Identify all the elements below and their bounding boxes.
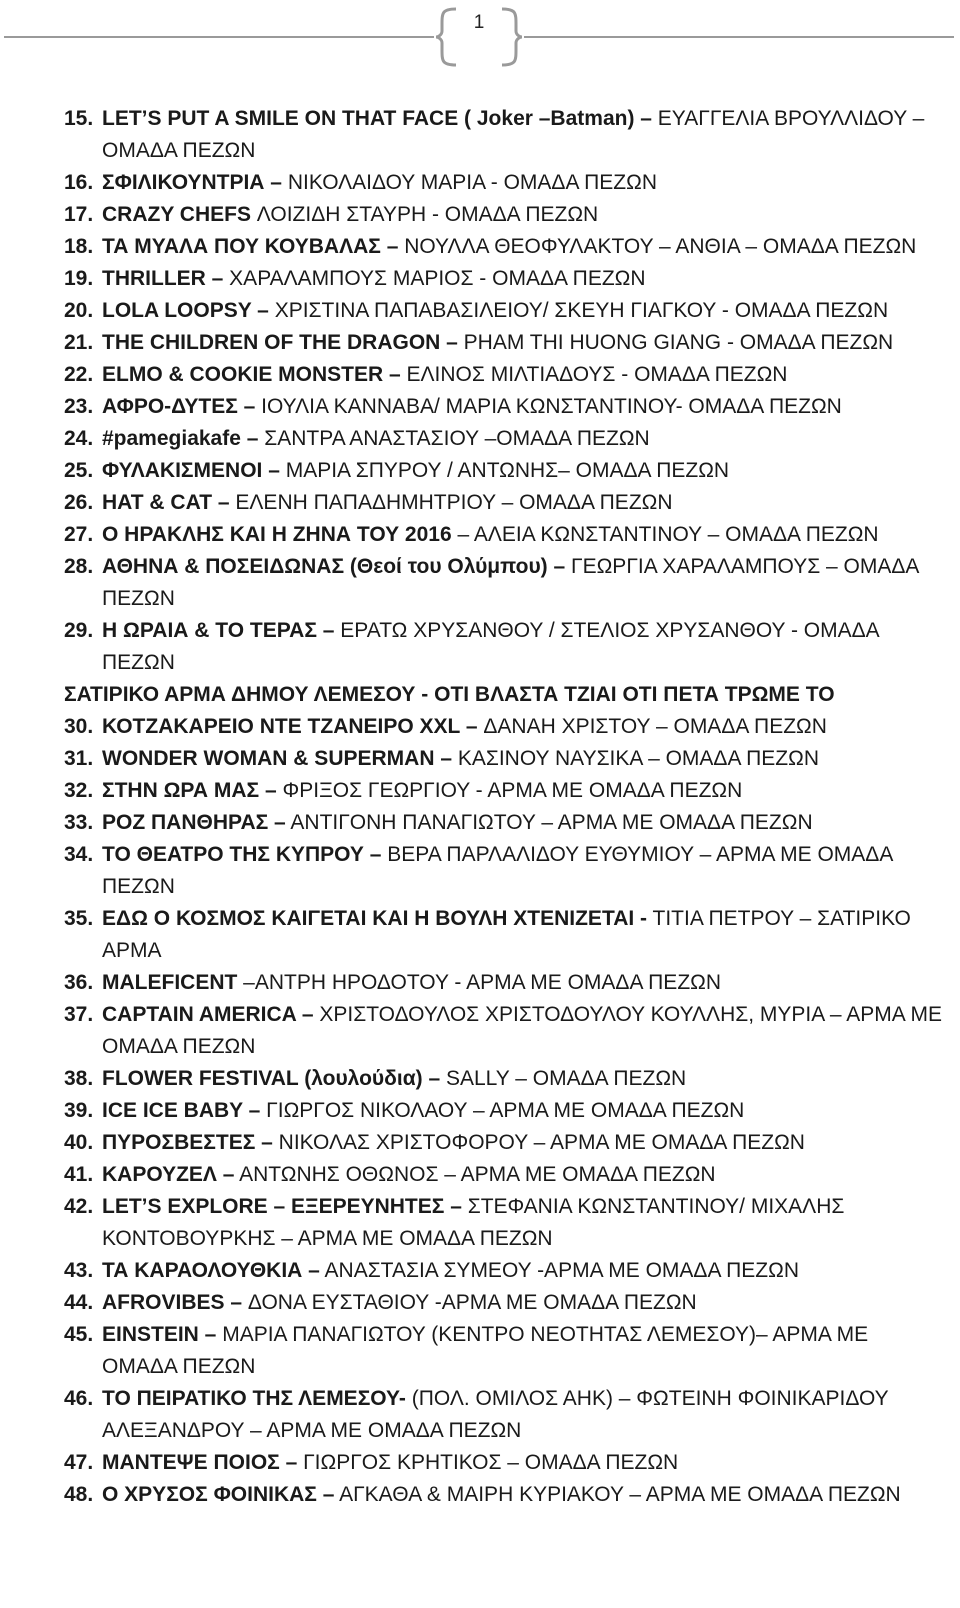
list-item — [64, 807, 944, 839]
item-number: 33. — [64, 811, 94, 834]
item-text: ΔΟΝΑ ΕΥΣΤΑΘΙΟΥ -ΑΡΜΑ ΜΕ ΟΜΑΔΑ ΠΕΖΩΝ — [242, 1291, 697, 1314]
item-title: ΦΥΛΑΚΙΣΜΕΝΟΙ – — [102, 459, 280, 482]
item-title: LOLA LOOPSY – — [102, 299, 269, 322]
item-title: THRILLER – — [102, 267, 224, 290]
item-number: 28. — [64, 555, 94, 578]
item-body — [102, 167, 944, 199]
item-body — [102, 295, 944, 327]
item-title: ΚΟΤΖΑΚΑΡΕΙΟ ΝΤΕ ΤΖΑΝΕΙΡΟ XXL – — [102, 715, 478, 738]
item-number: 41. — [64, 1163, 94, 1186]
item-text: ΔΑΝΑΗ ΧΡΙΣΤΟΥ – ΟΜΑΔΑ ΠΕΖΩΝ — [477, 715, 827, 738]
item-body — [102, 519, 944, 551]
item-title: Η ΩΡΑΙΑ & ΤΟ ΤΕΡΑΣ – — [102, 619, 335, 642]
list-item — [64, 1127, 944, 1159]
item-title: Ο ΧΡΥΣΟΣ ΦΟΙΝΙΚΑΣ – — [102, 1483, 335, 1506]
list-item — [64, 327, 944, 359]
item-body — [102, 615, 944, 679]
list-item — [64, 839, 944, 903]
item-body — [102, 487, 944, 519]
item-body — [102, 231, 944, 263]
item-body — [102, 1127, 944, 1159]
list-item — [64, 1063, 944, 1095]
item-text: ΒΕΡΑ ΠΑΡΛΑΛΙΔΟΥ ΕΥΘΥΜΙΟΥ – ΑΡΜΑ ΜΕ ΟΜΑΔΑ ΠΕΖΩΝ — [102, 843, 893, 898]
item-title: WONDER WOMAN & SUPERMAN – — [102, 747, 452, 770]
item-number: 43. — [64, 1259, 94, 1282]
item-body — [102, 1191, 944, 1255]
item-title: Ο ΗΡΑΚΛΗΣ ΚΑΙ Η ΖΗΝΑ ΤΟΥ 2016 — [102, 523, 452, 546]
item-title: ΑΦΡΟ-ΔΥΤΕΣ – — [102, 395, 256, 418]
list-item — [64, 103, 944, 167]
item-text: ΧΑΡΑΛΑΜΠΟΥΣ ΜΑΡΙΟΣ - ΟΜΑΔΑ ΠΕΖΩΝ — [223, 267, 646, 290]
item-body — [102, 103, 944, 167]
item-body — [102, 1063, 944, 1095]
item-number: 24. — [64, 427, 94, 450]
item-title: #pamegiakafe – — [102, 427, 259, 450]
list-item — [64, 455, 944, 487]
item-title: LET’S PUT A SMILE ON THAT FACE ( Joker –Batman) – — [102, 107, 652, 130]
item-body — [102, 551, 944, 615]
list-item — [64, 359, 944, 391]
item-body — [102, 423, 944, 455]
item-number: 20. — [64, 299, 94, 322]
entry-list-2 — [64, 711, 944, 1511]
list-item — [64, 775, 944, 807]
item-number: 34. — [64, 843, 94, 866]
item-body — [102, 1159, 944, 1191]
list-item — [64, 423, 944, 455]
item-number: 31. — [64, 747, 94, 770]
item-text: ΕΡΑΤΩ ΧΡΥΣΑΝΘΟΥ / ΣΤΕΛΙΟΣ ΧΡΥΣΑΝΘΟΥ - ΟΜΑΔΑ ΠΕΖΩΝ — [102, 619, 879, 674]
document-body — [64, 103, 944, 1511]
list-item — [64, 1287, 944, 1319]
item-number: 18. — [64, 235, 94, 258]
item-number: 30. — [64, 715, 94, 738]
item-text: ΤΙΤΙΑ ΠΕΤΡΟΥ – ΣΑΤΙΡΙΚΟ ΑΡΜΑ — [102, 907, 911, 962]
item-title: CRAZY CHEFS — [102, 203, 251, 226]
header-rule-left — [4, 36, 434, 38]
list-item — [64, 295, 944, 327]
item-text: ΜΑΡΙΑ ΣΠΥΡΟΥ / ΑΝΤΩΝΗΣ– ΟΜΑΔΑ ΠΕΖΩΝ — [279, 459, 730, 482]
list-item — [64, 391, 944, 423]
item-body — [102, 1287, 944, 1319]
item-number: 44. — [64, 1291, 94, 1314]
list-item — [64, 551, 944, 615]
item-number: 27. — [64, 523, 94, 546]
item-title: MALEFICENT — [102, 971, 238, 994]
item-number: 40. — [64, 1131, 94, 1154]
item-body — [102, 359, 944, 391]
item-number: 42. — [64, 1195, 94, 1218]
item-text: ΣΤΕΦΑΝΙΑ ΚΩΝΣΤΑΝΤΙΝΟΥ/ ΜΙΧΑΛΗΣ ΚΟΝΤΟΒΟΥΡΚΗΣ – ΑΡΜΑ ΜΕ ΟΜΑΔΑ ΠΕΖΩΝ — [102, 1195, 845, 1250]
list-item — [64, 1383, 944, 1447]
item-number: 47. — [64, 1451, 94, 1474]
item-body — [102, 967, 944, 999]
item-number: 29. — [64, 619, 94, 642]
list-item — [64, 167, 944, 199]
list-item — [64, 1159, 944, 1191]
item-number: 36. — [64, 971, 94, 994]
item-text: –ΑΝΤΡΗ ΗΡΟΔΟΤΟΥ - ΑΡΜΑ ΜΕ ΟΜΑΔΑ ΠΕΖΩΝ — [237, 971, 722, 994]
item-title: ELMO & COOKIE MONSTER – — [102, 363, 401, 386]
item-body — [102, 263, 944, 295]
item-body — [102, 1255, 944, 1287]
item-number: 21. — [64, 331, 94, 354]
item-body — [102, 1383, 944, 1447]
list-item — [64, 743, 944, 775]
item-text: ΚΑΣΙΝΟΥ ΝΑΥΣΙΚΑ – ΟΜΑΔΑ ΠΕΖΩΝ — [452, 747, 819, 770]
item-number: 48. — [64, 1483, 94, 1506]
item-body — [102, 1479, 944, 1511]
item-body — [102, 999, 944, 1063]
list-item — [64, 519, 944, 551]
item-title: HAT & CAT – — [102, 491, 230, 514]
item-title: THE CHILDREN OF THE DRAGON – — [102, 331, 458, 354]
item-number: 16. — [64, 171, 94, 194]
list-item — [64, 1255, 944, 1287]
item-title: ΜΑΝΤΕΨΕ ΠΟΙΟΣ – — [102, 1451, 298, 1474]
list-item — [64, 1319, 944, 1383]
item-text: (ΠΟΛ. ΟΜΙΛΟΣ ΑΗΚ) – ΦΩΤΕΙΝΗ ΦΟΙΝΙΚΑΡΙΔΟΥ ΑΛΕΞΑΝΔΡΟΥ – ΑΡΜΑ ΜΕ ΟΜΑΔΑ ΠΕΖΩΝ — [102, 1387, 889, 1442]
item-title: CAPTAIN AMERICA – — [102, 1003, 314, 1026]
list-item — [64, 615, 944, 679]
item-title: ΤΟ ΘΕΑΤΡΟ ΤΗΣ ΚΥΠΡΟΥ – — [102, 843, 382, 866]
item-text: ΛΟΙΖΙΔΗ ΣΤΑΥΡΗ - ΟΜΑΔΑ ΠΕΖΩΝ — [250, 203, 599, 226]
item-body — [102, 807, 944, 839]
item-text: ΕΛΕΝΗ ΠΑΠΑΔΗΜΗΤΡΙΟΥ – ΟΜΑΔΑ ΠΕΖΩΝ — [229, 491, 673, 514]
list-item — [64, 1447, 944, 1479]
item-body — [102, 903, 944, 967]
item-number: 32. — [64, 779, 94, 802]
item-text: ΧΡΙΣΤΙΝΑ ΠΑΠΑΒΑΣΙΛΕΙΟΥ/ ΣΚΕΥΗ ΓΙΑΓΚΟΥ - ΟΜΑΔΑ ΠΕΖΩΝ — [268, 299, 889, 322]
item-text: ΕΛΙΝΟΣ ΜΙΛΤΙΑΔΟΥΣ - ΟΜΑΔΑ ΠΕΖΩΝ — [400, 363, 788, 386]
list-item — [64, 231, 944, 263]
section-heading: ΣΑΤΙΡΙΚΟ ΑΡΜΑ ΔΗΜΟΥ ΛΕΜΕΣΟΥ - ΟΤΙ ΒΛΑΣΤΑ ΤΖΙΑΙ ΟΤΙ ΠΕΤΑ ΤΡΩΜΕ ΤΟ — [64, 683, 835, 706]
item-number: 25. — [64, 459, 94, 482]
item-text: ΓΙΩΡΓΟΣ ΝΙΚΟΛΑΟΥ – ΑΡΜΑ ΜΕ ΟΜΑΔΑ ΠΕΖΩΝ — [260, 1099, 745, 1122]
list-item — [64, 967, 944, 999]
item-text: ΑΝΤΩΝΗΣ ΟΘΩΝΟΣ – ΑΡΜΑ ΜΕ ΟΜΑΔΑ ΠΕΖΩΝ — [234, 1163, 716, 1186]
item-title: EINSTEIN – — [102, 1323, 217, 1346]
list-item — [64, 263, 944, 295]
item-text: ΑΓΚΑΘΑ & ΜΑΙΡΗ ΚΥΡΙΑΚΟΥ – ΑΡΜΑ ΜΕ ΟΜΑΔΑ ΠΕΖΩΝ — [334, 1483, 901, 1506]
item-number: 23. — [64, 395, 94, 418]
item-title: ΚΑΡΟΥΖΕΛ – — [102, 1163, 235, 1186]
item-number: 46. — [64, 1387, 94, 1410]
list-item — [64, 199, 944, 231]
item-text: PHAM THI HUONG GIANG - ΟΜΑΔΑ ΠΕΖΩΝ — [457, 331, 894, 354]
item-number: 17. — [64, 203, 94, 226]
item-text: ΣΑΝΤΡΑ ΑΝΑΣΤΑΣΙΟΥ –ΟΜΑΔΑ ΠΕΖΩΝ — [258, 427, 650, 450]
item-number: 15. — [64, 107, 94, 130]
item-number: 35. — [64, 907, 94, 930]
item-text: ΙΟΥΛΙΑ ΚΑΝΝΑΒΑ/ ΜΑΡΙΑ ΚΩΝΣΤΑΝΤΙΝΟΥ- ΟΜΑΔΑ ΠΕΖΩΝ — [255, 395, 842, 418]
item-title: ΠΥΡΟΣΒΕΣΤΕΣ – — [102, 1131, 273, 1154]
item-number: 38. — [64, 1067, 94, 1090]
list-item — [64, 1191, 944, 1255]
item-body — [102, 327, 944, 359]
item-number: 22. — [64, 363, 94, 386]
item-body — [102, 775, 944, 807]
list-item — [64, 711, 944, 743]
item-body — [102, 199, 944, 231]
item-title: ΣΤΗΝ ΩΡΑ ΜΑΣ – — [102, 779, 277, 802]
item-title: ΤΑ ΜΥΑΛΑ ΠΟΥ ΚΟΥΒΑΛΑΣ – — [102, 235, 399, 258]
item-title: ΑΘΗΝΑ & ΠΟΣΕΙΔΩΝΑΣ (Θεοί του Ολύμπου) – — [102, 555, 566, 578]
item-text: ΜΑΡΙΑ ΠΑΝΑΓΙΩΤΟΥ (ΚΕΝΤΡΟ ΝΕΟΤΗΤΑΣ ΛΕΜΕΣΟΥ)– ΑΡΜΑ ΜΕ ΟΜΑΔΑ ΠΕΖΩΝ — [102, 1323, 869, 1378]
item-body — [102, 1319, 944, 1383]
item-title: ΤΟ ΠΕΙΡΑΤΙΚΟ ΤΗΣ ΛΕΜΕΣΟΥ- — [102, 1387, 406, 1410]
item-text: – ΑΛΕΙΑ ΚΩΝΣΤΑΝΤΙΝΟΥ – ΟΜΑΔΑ ΠΕΖΩΝ — [451, 523, 879, 546]
item-body — [102, 455, 944, 487]
item-number: 19. — [64, 267, 94, 290]
list-item — [64, 1479, 944, 1511]
item-number: 37. — [64, 1003, 94, 1026]
item-title: ΤΑ ΚΑΡΑΟΛΟΥΘΚΙΑ – — [102, 1259, 320, 1282]
item-text: ΝΙΚΟΛΑΙΔΟΥ ΜΑΡΙΑ - ΟΜΑΔΑ ΠΕΖΩΝ — [282, 171, 657, 194]
item-title: ICE ICE BABY – — [102, 1099, 261, 1122]
item-text: SALLY – ΟΜΑΔΑ ΠΕΖΩΝ — [440, 1067, 687, 1090]
item-title: ΕΔΩ Ο ΚΟΣΜΟΣ ΚΑΙΓΕΤΑΙ ΚΑΙ Η ΒΟΥΛΗ ΧΤΕΝΙΖΕΤΑΙ - — [102, 907, 648, 930]
header-rule-right — [524, 36, 954, 38]
item-text: ΝΙΚΟΛΑΣ ΧΡΙΣΤΟΦΟΡΟΥ – ΑΡΜΑ ΜΕ ΟΜΑΔΑ ΠΕΖΩΝ — [272, 1131, 805, 1154]
item-body — [102, 1095, 944, 1127]
item-text: ΑΝΑΣΤΑΣΙΑ ΣΥΜΕΟΥ -ΑΡΜΑ ΜΕ ΟΜΑΔΑ ΠΕΖΩΝ — [319, 1259, 799, 1282]
item-title: FLOWER FESTIVAL (λουλούδια) – — [102, 1067, 441, 1090]
item-body — [102, 743, 944, 775]
item-title: ΣΦΙΛΙΚΟΥΝΤΡΙΑ – — [102, 171, 282, 194]
entry-list-1 — [64, 103, 944, 679]
item-text: ΕΥΑΓΓΕΛΙΑ ΒΡΟΥΛΛΙΔΟΥ – ΟΜΑΔΑ ΠΕΖΩΝ — [102, 107, 925, 162]
page-number: 1 — [473, 12, 485, 33]
item-number: 39. — [64, 1099, 94, 1122]
item-text: ΑΝΤΙΓΟΝΗ ΠΑΝΑΓΙΩΤΟΥ – ΑΡΜΑ ΜΕ ΟΜΑΔΑ ΠΕΖΩΝ — [285, 811, 813, 834]
list-item — [64, 1095, 944, 1127]
item-number: 45. — [64, 1323, 94, 1346]
list-item — [64, 999, 944, 1063]
item-body — [102, 1447, 944, 1479]
item-body — [102, 711, 944, 743]
item-text: ΓΕΩΡΓΙΑ ΧΑΡΑΛΑΜΠΟΥΣ – ΟΜΑΔΑ ΠΕΖΩΝ — [102, 555, 919, 610]
list-item — [64, 487, 944, 519]
item-title: ΡΟΖ ΠΑΝΘΗΡΑΣ – — [102, 811, 286, 834]
item-text: ΝΟΥΛΛΑ ΘΕΟΦΥΛΑΚΤΟΥ – ΑΝΘΙΑ – ΟΜΑΔΑ ΠΕΖΩΝ — [398, 235, 917, 258]
item-body — [102, 391, 944, 423]
item-text: ΦΡΙΞΟΣ ΓΕΩΡΓΙΟΥ - ΑΡΜΑ ΜΕ ΟΜΑΔΑ ΠΕΖΩΝ — [276, 779, 743, 802]
item-text: ΧΡΙΣΤΟΔΟΥΛΟΣ ΧΡΙΣΤΟΔΟΥΛΟΥ ΚΟΥΛΛΗΣ, ΜΥΡΙΑ – ΑΡΜΑ ΜΕ ΟΜΑΔΑ ΠΕΖΩΝ — [102, 1003, 942, 1058]
item-title: LET’S EXPLORE – ΕΞΕΡΕΥΝΗΤΕΣ – — [102, 1195, 462, 1218]
list-item — [64, 903, 944, 967]
item-number: 26. — [64, 491, 94, 514]
item-text: ΓΙΩΡΓΟΣ ΚΡΗΤΙΚΟΣ – ΟΜΑΔΑ ΠΕΖΩΝ — [297, 1451, 679, 1474]
item-title: AFROVIBES – — [102, 1291, 243, 1314]
item-body — [102, 839, 944, 903]
